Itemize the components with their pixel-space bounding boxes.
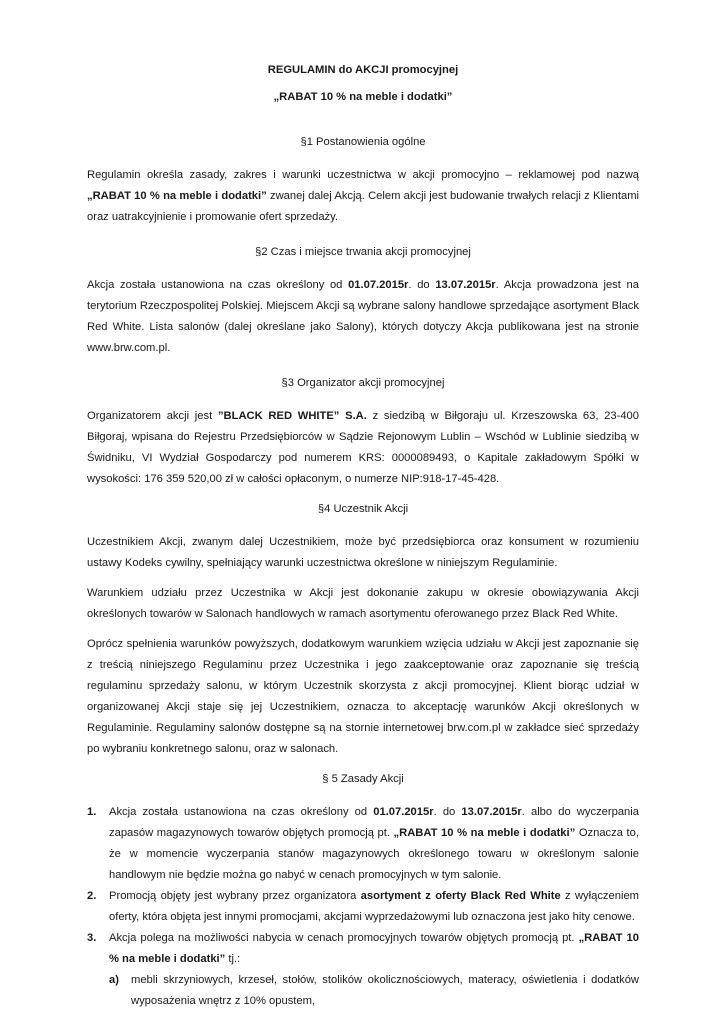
section-1-heading: §1 Postanowienia ogólne: [300, 136, 426, 148]
section-4-paragraph-3: Oprócz spełnienia warunków powyższych, dodatkowym warunkiem wzięcia udziału w Akcji jest zapoznanie się z treścią niniejszego Regulaminu przez Uczestnika i jego zaakceptowanie oraz zapoznanie się treścią regulaminu sprzedaży salonu, w którym Uczestnik skorzysta z akcji promocyjnej. Klient biorąc udział w organizowanej Akcji staje się jej Uczestnikiem, oznacza to akceptację warunków Akcji określonych w Regulaminie. Regulaminy salonów dostępne są na stornie internetowej brw.com.pl w zakładce sieć sprzedaży po wybraniu konkretnego salonu, oraz w salonach.: [87, 638, 639, 755]
section-3-paragraph: Organizatorem akcji jest ”BLACK RED WHITE” S.A. z siedzibą w Biłgoraju ul. Krzeszowska 63, 23-400 Biłgoraj, wpisana do Rejestru Przedsiębiorców w Sądzie Rejonowym Lublin – Wschód w Lublinie siedzibą w Świdniku, VI Wydział Gospodarczy pod numerem KRS: 0000089493, o Kapitale zakładowym Spółki w wysokości: 176 359 520,00 zł w całości opłaconym, o numerze NIP:918-17-45-428.: [87, 410, 639, 485]
section-4-paragraph-1: Uczestnikiem Akcji, zwanym dalej Uczestnikiem, może być przedsiębiorca oraz konsument w rozumieniu ustawy Kodeks cywilny, spełniający warunki uczestnictwa określone w niniejszym Regulaminie.: [87, 536, 639, 569]
sub-list-item-label: a): [109, 974, 119, 986]
document-title: REGULAMIN do AKCJI promocyjnej: [267, 64, 459, 76]
section-1-paragraph: Regulamin określa zasady, zakres i warunki uczestnictwa w akcji promocyjno – reklamowej pod nazwą „RABAT 10 % na meble i dodatki” zwanej dalej Akcją. Celem akcji jest budowanie trwałych relacji z Klientami oraz uatrakcyjnienie i promowanie ofert sprzedaży.: [87, 169, 639, 223]
section-2-paragraph: Akcja została ustanowiona na czas określony od 01.07.2015r. do 13.07.2015r. Akcja prowadzona jest na terytorium Rzeczpospolitej Polskiej. Miejscem Akcji są wybrane salony handlowe sprzedające asortyment Black Red White. Lista salonów (dalej określane jako Salony), których dotyczy Akcja publikowana jest na stronie www.brw.com.pl.: [87, 279, 639, 354]
list-item: 2. Promocją objęty jest wybrany przez organizatora asortyment z oferty Black Red White z wyłączeniem oferty, która objęta jest innymi promocjami, akcjami wyprzedażowymi lub oznaczona jest jako hity cenowe.: [87, 886, 639, 928]
rules-list: [87, 802, 639, 1012]
section-5-heading: § 5 Zasady Akcji: [322, 773, 404, 785]
document-page: [87, 60, 639, 1012]
section-2-heading: §2 Czas i miejsce trwania akcji promocyjnej: [255, 246, 471, 258]
list-item: 3. Akcja polega na możliwości nabycia w cenach promocyjnych towarów objętych promocją pt. „RABAT 10 % na meble i dodatki” tj.:: [87, 928, 639, 970]
sub-list-item: a) mebli skrzyniowych, krzeseł, stołów, stolików okolicznościowych, materacy, oświetlenia i dodatków wyposażenia wnętrz z 10% opustem,: [109, 970, 639, 1012]
promotion-name: „RABAT 10 % na meble i dodatki”: [273, 91, 453, 103]
section-4-heading: §4 Uczestnik Akcji: [317, 503, 409, 515]
list-item-number: 3.: [87, 932, 97, 944]
section-4-paragraph-2: Warunkiem udziału przez Uczestnika w Akcji jest dokonanie zakupu w okresie obowiązywania Akcji określonych towarów w Salonach handlowych w ramach asortymentu oferowanego przez Black Red White.: [87, 587, 639, 620]
section-3-heading: §3 Organizator akcji promocyjnej: [281, 377, 445, 389]
list-item-number: 2.: [87, 890, 97, 902]
list-item-number: 1.: [87, 806, 97, 818]
list-item: 1. Akcja została ustanowiona na czas określony od 01.07.2015r. do 13.07.2015r. albo do wyczerpania zapasów magazynowych towarów objętych promocją pt. „RABAT 10 % na meble i dodatki” Oznacza to, że w momencie wyczerpania stanów magazynowych określonego towaru w określonym salonie handlowym nie będzie można go nabyć w cenach promocyjnych w tym salonie.: [87, 802, 639, 886]
